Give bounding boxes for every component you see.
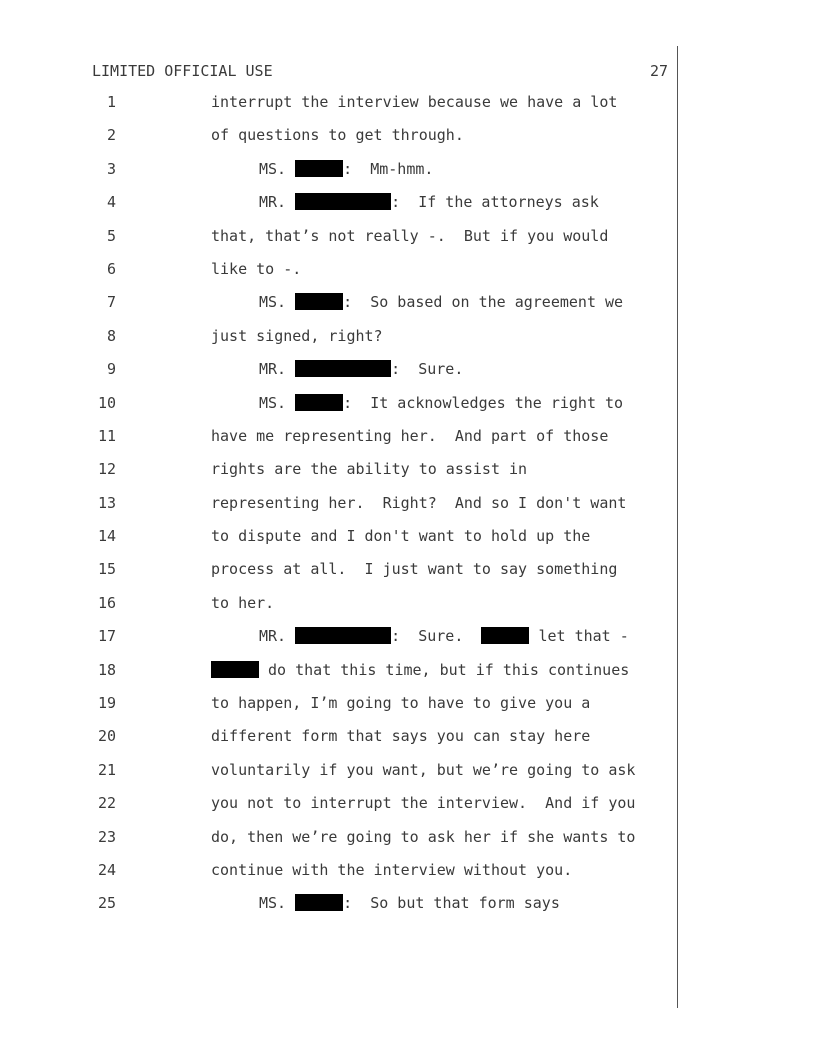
transcript-line (0, 687, 816, 720)
transcript-line (0, 553, 816, 586)
speaker-title: MS. (259, 159, 296, 178)
transcript-line (0, 754, 816, 787)
line-number: 5 (106, 226, 116, 245)
line-text: interrupt the interview because we have a lot (211, 93, 618, 111)
speaker-text: : So based on the agreement we (343, 293, 624, 312)
transcript-body (0, 86, 816, 921)
line-number: 3 (106, 159, 116, 178)
page-header (92, 61, 668, 81)
redaction-block (295, 360, 391, 377)
line-number: 12 (97, 460, 116, 479)
line-text: rights are the ability to assist in (211, 460, 528, 479)
line-number: 7 (106, 293, 116, 312)
line-number: 2 (106, 126, 116, 145)
redaction-block (481, 627, 529, 644)
line-number: 15 (97, 560, 116, 579)
line-text (211, 654, 629, 687)
transcript-line (0, 487, 816, 520)
speaker-text: : So but that form says (343, 894, 560, 913)
line-text: to her. (211, 593, 275, 612)
line-number: 14 (97, 527, 116, 546)
line-text: that, that’s not really -. But if you would (211, 226, 609, 245)
line-number: 18 (97, 660, 116, 679)
redaction-block (295, 293, 343, 310)
line-number: 19 (97, 694, 116, 713)
redaction-block (295, 627, 391, 644)
transcript-line (0, 186, 816, 219)
transcript-line (0, 787, 816, 820)
transcript-line (0, 620, 816, 653)
transcript-line (0, 587, 816, 620)
line-number: 11 (97, 426, 116, 445)
line-number: 8 (106, 326, 116, 345)
page-number: 27 (649, 62, 668, 80)
line-number: 17 (97, 627, 116, 646)
line-number: 4 (106, 193, 116, 212)
speaker-text: : Sure. (391, 360, 464, 379)
speaker-text: : Sure. (391, 627, 482, 646)
line-number: 13 (97, 493, 116, 512)
transcript-line (0, 520, 816, 553)
speaker-line (259, 286, 623, 319)
line-number: 20 (97, 727, 116, 746)
transcript-line (0, 887, 816, 920)
line-number: 21 (97, 760, 116, 779)
line-text: to dispute and I don't want to hold up the (211, 527, 591, 546)
redaction-block (211, 661, 259, 678)
speaker-title: MR. (259, 360, 296, 379)
speaker-text: : Mm-hmm. (343, 159, 434, 178)
speaker-title: MR. (259, 627, 296, 646)
line-text: just signed, right? (211, 326, 383, 345)
speaker-line (259, 153, 433, 186)
transcript-line (0, 86, 816, 119)
transcript-line (0, 119, 816, 152)
line-number: 16 (97, 593, 116, 612)
line-number: 9 (106, 360, 116, 379)
line-text: process at all. I just want to say something (211, 560, 618, 579)
speaker-title: MS. (259, 293, 296, 312)
speaker-title: MS. (259, 393, 296, 412)
line-text-continued: do that this time, but if this continues (259, 660, 630, 679)
redaction-block (295, 193, 391, 210)
speaker-line (259, 620, 629, 653)
line-number: 6 (106, 259, 116, 278)
speaker-line (259, 387, 623, 420)
classification-label: LIMITED OFFICIAL USE (92, 62, 273, 80)
line-text: to happen, I’m going to have to give you a (211, 694, 591, 713)
transcript-line (0, 453, 816, 486)
line-text: voluntarily if you want, but we’re going to ask (211, 760, 636, 779)
line-number: 1 (106, 93, 116, 111)
line-text: like to -. (211, 259, 302, 278)
redaction-block (295, 894, 343, 911)
transcript-line (0, 153, 816, 186)
transcript-line (0, 720, 816, 753)
transcript-line (0, 420, 816, 453)
transcript-line (0, 854, 816, 887)
line-text: you not to interrupt the interview. And if you (211, 794, 636, 813)
line-text: different form that says you can stay here (211, 727, 591, 746)
transcript-line (0, 654, 816, 687)
speaker-text: : If the attorneys ask (391, 193, 599, 212)
line-number: 22 (97, 794, 116, 813)
line-text: continue with the interview without you. (211, 860, 573, 879)
speaker-title: MR. (259, 193, 296, 212)
speaker-text: : It acknowledges the right to (343, 393, 624, 412)
transcript-line (0, 286, 816, 319)
transcript-line (0, 220, 816, 253)
speaker-line (259, 353, 463, 386)
line-number: 24 (97, 860, 116, 879)
speaker-title: MS. (259, 894, 296, 913)
line-number: 25 (97, 894, 116, 913)
line-text: representing her. Right? And so I don't want (211, 493, 627, 512)
line-number: 23 (97, 827, 116, 846)
line-text: do, then we’re going to ask her if she wants to (211, 827, 636, 846)
line-text: of questions to get through. (211, 126, 464, 145)
line-number: 10 (97, 393, 116, 412)
redaction-block (295, 394, 343, 411)
transcript-line (0, 320, 816, 353)
transcript-line (0, 353, 816, 386)
speaker-line (259, 186, 599, 219)
transcript-line (0, 253, 816, 286)
transcript-line (0, 387, 816, 420)
redaction-block (295, 160, 343, 177)
speaker-text-continued: let that - (529, 627, 629, 646)
speaker-line (259, 887, 560, 920)
transcript-line (0, 821, 816, 854)
line-text: have me representing her. And part of those (211, 426, 609, 445)
